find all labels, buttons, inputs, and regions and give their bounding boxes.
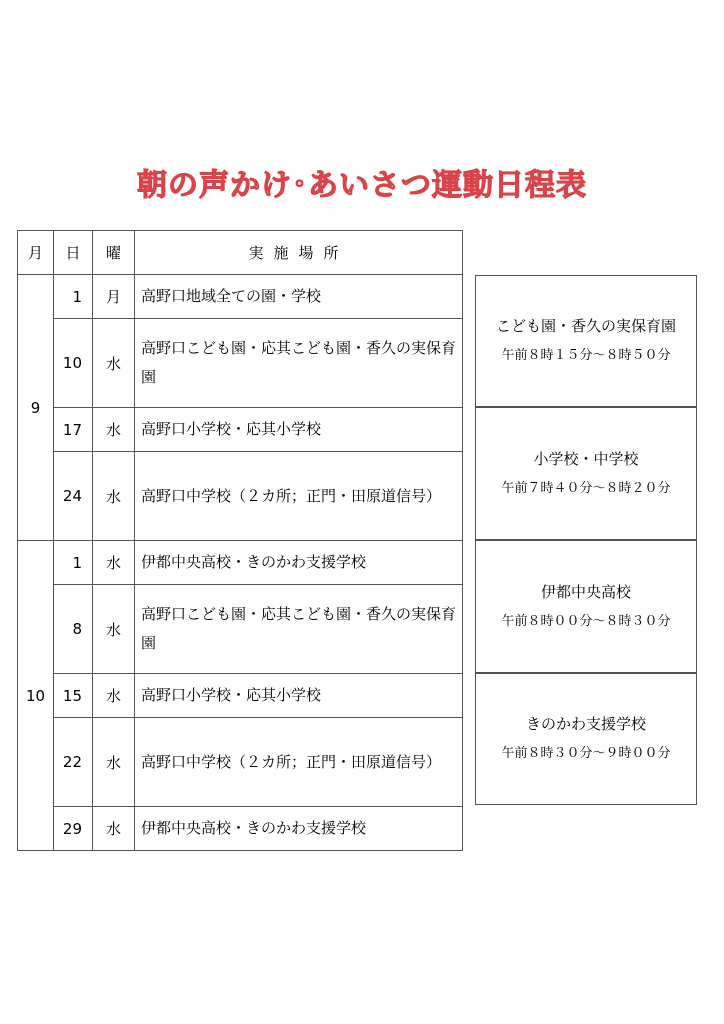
time-box-name: 小学校・中学校 (533, 449, 639, 468)
table-row (18, 674, 463, 718)
weekday-cell: 水 (93, 674, 135, 718)
table-row (18, 275, 463, 319)
day-cell: 24 (54, 452, 93, 541)
weekday-cell: 水 (93, 541, 135, 585)
weekday-cell: 月 (93, 275, 135, 319)
time-box-time: 午前８時３０分～９時００分 (501, 746, 671, 761)
time-box-ito-high (475, 540, 697, 673)
place-cell: 高野口こども園・応其こども園・香久の実保育園 (135, 319, 463, 408)
time-box-school (475, 407, 697, 540)
day-cell: 10 (54, 319, 93, 408)
place-cell: 伊都中央高校・きのかわ支援学校 (135, 807, 463, 851)
place-cell: 高野口中学校（２カ所；正門・田原道信号） (135, 718, 463, 807)
header-weekday: 曜 (93, 231, 135, 275)
table-row (18, 408, 463, 452)
header-day: 日 (54, 231, 93, 275)
place-cell: 伊都中央高校・きのかわ支援学校 (135, 541, 463, 585)
weekday-cell: 水 (93, 319, 135, 408)
weekday-cell: 水 (93, 408, 135, 452)
table-row (18, 718, 463, 807)
place-cell: 高野口地域全ての園・学校 (135, 275, 463, 319)
weekday-cell: 水 (93, 718, 135, 807)
weekday-cell: 水 (93, 807, 135, 851)
header-place: 実施場所 (135, 231, 463, 275)
day-cell: 22 (54, 718, 93, 807)
weekday-cell: 水 (93, 452, 135, 541)
place-cell: 高野口こども園・応其こども園・香久の実保育園 (135, 585, 463, 674)
day-cell: 29 (54, 807, 93, 851)
day-cell: 8 (54, 585, 93, 674)
weekday-cell: 水 (93, 585, 135, 674)
place-cell: 高野口小学校・応其小学校 (135, 408, 463, 452)
month-cell: 9 (18, 275, 54, 541)
time-box-time: 午前８時１５分～８時５０分 (501, 348, 671, 363)
day-cell: 1 (54, 275, 93, 319)
month-cell: 10 (18, 541, 54, 851)
time-box-kinokawa (475, 673, 697, 805)
day-cell: 1 (54, 541, 93, 585)
table-row (18, 807, 463, 851)
table-row (18, 585, 463, 674)
time-box-name: きのかわ支援学校 (525, 715, 646, 733)
page-title: 朝の声かけ･あいさつ運動日程表 (137, 168, 587, 203)
place-cell: 高野口中学校（２カ所；正門・田原道信号） (135, 452, 463, 541)
time-box-time: 午前７時４０分～８時２０分 (501, 480, 671, 496)
time-box-name: こども園・香久の実保育園 (495, 317, 676, 335)
table-row (18, 319, 463, 408)
table-header-row (18, 231, 463, 275)
table-row (18, 541, 463, 585)
time-box-name: 伊都中央高校 (540, 582, 631, 601)
day-cell: 15 (54, 674, 93, 718)
day-cell: 17 (54, 408, 93, 452)
place-cell: 高野口小学校・応其小学校 (135, 674, 463, 718)
header-month: 月 (18, 231, 54, 275)
time-box-kodomoen (475, 275, 697, 407)
schedule-table (17, 230, 463, 851)
time-box-time: 午前８時００分～８時３０分 (501, 613, 671, 629)
table-row (18, 452, 463, 541)
